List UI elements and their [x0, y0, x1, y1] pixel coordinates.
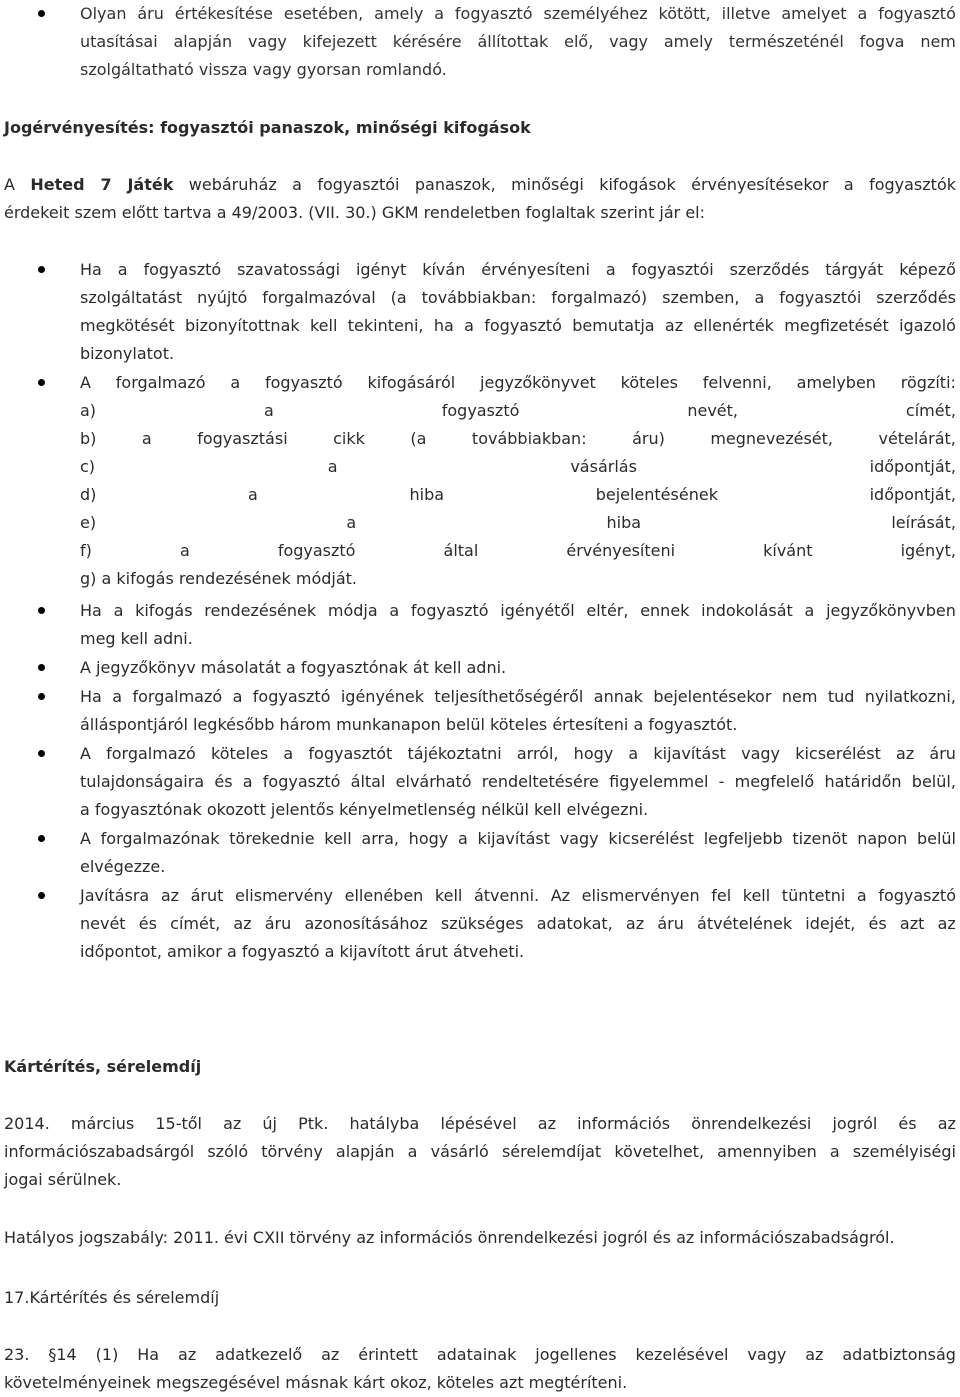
list-item-line: bizonylatot. [80, 344, 175, 363]
paragraph-line: követelményeinek megszegésével másnak kárt okoz, köteles azt megtéríteni. [4, 1373, 628, 1392]
list-item-line: a) a fogyasztó nevét, címét, [80, 401, 956, 420]
intro-paragraph [4, 171, 956, 227]
list-item [80, 740, 956, 824]
list-item-line: g) a kifogás rendezésének módját. [80, 569, 357, 588]
intro-line [4, 171, 956, 199]
list-item-line: szolgáltatást nyújtó forgalmazóval (a továbbiakban: forgalmazó) szemben, a fogyasztói szerződés [80, 288, 956, 307]
list-item-line: meg kell adni. [80, 629, 193, 648]
list-item [80, 597, 956, 653]
intro-line: érdekeit szem előtt tartva a 49/2003. (VII. 30.) GKM rendeletben foglaltak szerint jár el: [4, 203, 706, 222]
list-item [80, 882, 956, 966]
list-item-line: c) a vásárlás időpontját, [80, 457, 956, 476]
intro-text-a: A [4, 175, 31, 194]
paragraph-line: információszabadsárgól szóló törvény alapján a vásárló sérelemdíjat követelhet, amennyiben a személyiségi [4, 1142, 956, 1161]
paragraph [4, 1224, 956, 1252]
list-item-line: tulajdonságaira és a fogyasztó által elvárható rendeltetésére figyelemmel - megfelelő határidőn belül, [80, 772, 956, 791]
list-item-line: f) a fogyasztó által érvényesíteni kívánt igényt, [80, 541, 956, 560]
bullet-marker [38, 266, 45, 273]
list-item [80, 683, 956, 739]
shop-name: Heted 7 Játék [30, 175, 174, 194]
list-item [80, 654, 956, 682]
paragraph-line: 17.Kártérítés és sérelemdíj [4, 1288, 220, 1307]
list-item [80, 0, 956, 84]
section-heading: Jogérvényesítés: fogyasztói panaszok, minőségi kifogások [4, 118, 531, 137]
bullet-marker [38, 10, 45, 17]
list-item-line: A forgalmazó a fogyasztó kifogásáról jegyzőkönyvet köteles felvenni, amelyben rögzíti: [80, 373, 956, 392]
list-item-line: szolgáltatható vissza vagy gyorsan romlandó. [80, 60, 447, 79]
list-item-line: Olyan áru értékesítése esetében, amely a fogyasztó személyéhez kötött, illetve amelyet a fogyasztó [80, 4, 956, 23]
list-item-line: b) a fogyasztási cikk (a továbbiakban: áru) megnevezését, vételárát, [80, 429, 956, 448]
paragraph [4, 1284, 956, 1312]
paragraph-line: 2014. március 15-től az új Ptk. hatályba lépésével az információs önrendelkezési jogról és az [4, 1114, 956, 1133]
paragraph-line: jogai sérülnek. [4, 1170, 122, 1189]
list-item-line: utasításai alapján vagy kifejezett kérésére állítottak elő, vagy amely természeténél fogva nem [80, 32, 956, 51]
paragraph-line: Hatályos jogszabály: 2011. évi CXII törvény az információs önrendelkezési jogról és az információszabadságról. [4, 1228, 895, 1247]
list-item-line: A jegyzőkönyv másolatát a fogyasztónak át kell adni. [80, 658, 507, 677]
list-item-line: Ha a fogyasztó szavatossági igényt kíván érvényesíteni a fogyasztói szerződés tárgyát képező [80, 260, 956, 279]
list-item-line: megkötését bizonyítottnak kell tekinteni, ha a fogyasztó bemutatja az ellenérték megfizetését igazoló [80, 316, 956, 335]
list-item-line: álláspontjáról legkésőbb három munkanapon belül köteles értesíteni a fogyasztót. [80, 715, 738, 734]
list-item-line: Ha a kifogás rendezésének módja a fogyasztó igényétől eltér, ennek indokolását a jegyzőkönyvben [80, 601, 956, 620]
bullet-marker [38, 750, 45, 757]
list-item-line: a fogyasztónak okozott jelentős kényelmetlenség nélkül kell elvégezni. [80, 800, 649, 819]
bullet-marker [38, 664, 45, 671]
bullet-marker [38, 607, 45, 614]
bullet-marker [38, 379, 45, 386]
list-item [80, 256, 956, 368]
paragraph [4, 1110, 956, 1194]
intro-text-b: webáruház a fogyasztói panaszok, minőségi kifogások érvényesítésekor a fogyasztók [173, 175, 956, 194]
bullet-marker [38, 693, 45, 700]
list-item-line: A forgalmazó köteles a fogyasztót tájékoztatni arról, hogy a kijavítást vagy kicserélést az áru [80, 744, 956, 763]
list-item-line: e) a hiba leírását, [80, 513, 956, 532]
bullet-marker [38, 835, 45, 842]
section-heading: Kártérítés, sérelemdíj [4, 1057, 202, 1076]
list-item-line: d) a hiba bejelentésének időpontját, [80, 485, 956, 504]
list-item-line: időpontot, amikor a fogyasztó a kijavított árut átveheti. [80, 942, 525, 961]
list-item-line: nevét és címét, az áru azonosításához szükséges adatokat, az áru átvételének idejét, és azt az [80, 914, 956, 933]
bullet-marker [38, 892, 45, 899]
list-item-line: Javításra az árut elismervény ellenében kell átvenni. Az elismervényen fel kell tüntetni a fogyasztó [80, 886, 956, 905]
paragraph [4, 1341, 956, 1397]
list-item-line: Ha a forgalmazó a fogyasztó igényének teljesíthetőségéről annak bejelentésekor nem tud nyilatkozni, [80, 687, 956, 706]
list-item-line: A forgalmazónak törekednie kell arra, hogy a kijavítást vagy kicserélést legfeljebb tizenöt napon belül [80, 829, 956, 848]
list-item [80, 369, 956, 593]
list-item-line: elvégezze. [80, 857, 166, 876]
list-item [80, 825, 956, 881]
paragraph-line: 23. §14 (1) Ha az adatkezelő az érintett adatainak jogellenes kezelésével vagy az adatbiztonság [4, 1345, 956, 1364]
